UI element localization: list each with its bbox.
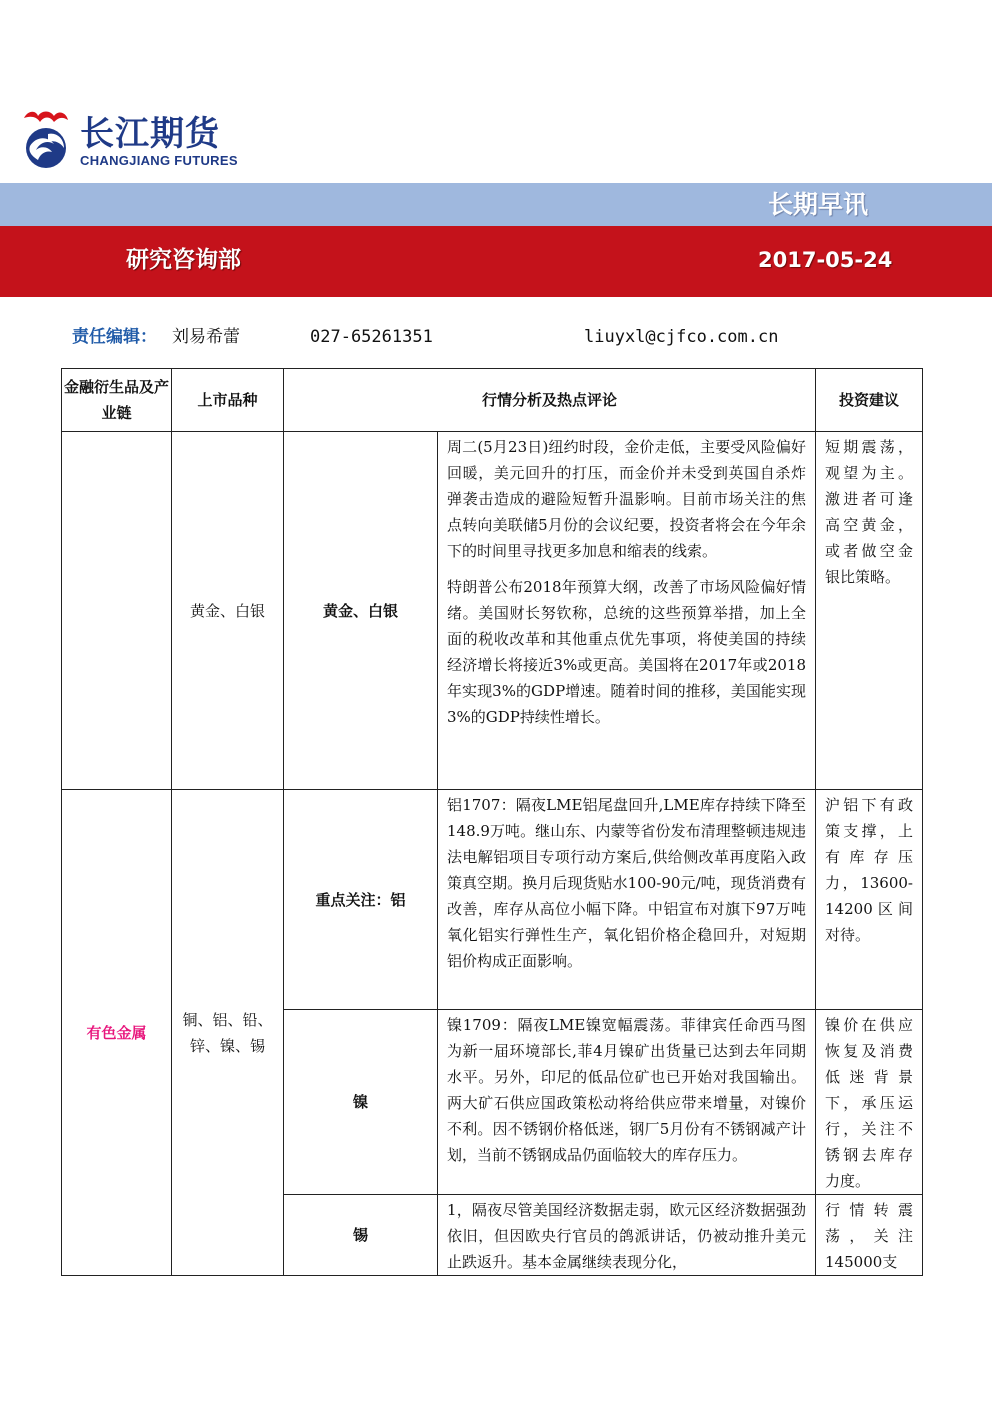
analysis-paragraph: 特朗普公布2018年预算大纲，改善了市场风险偏好情绪。美国财长努钦称，总统的这些预算举措，加上全面的税收改革和其他重点优先事项，将使美国的持续经济增长将接近3%或更高。美国将在2017年或2018年实现3%的GDP增速。随着时间的推移，美国能实现3%的GDP持续性增长。 [447, 578, 807, 726]
sector-name: 有色金属 [86, 1023, 147, 1042]
header-advice: 投资建议 [816, 369, 923, 432]
table-row [62, 432, 923, 790]
focus-cell: 锡 [284, 1195, 438, 1276]
table-row [62, 790, 923, 1010]
department-name: 研究咨询部 [126, 247, 241, 273]
varieties-cell: 黄金、白银 [172, 432, 284, 790]
editor-line [72, 323, 952, 351]
advice-cell: 沪铝下有政策支撑，上有库存压力，13600-14200区间对待。 [816, 790, 923, 1010]
analysis-paragraph: 镍1709：隔夜LME镍宽幅震荡。菲律宾任命西马图为新一届环境部长,菲4月镍矿出货量已达到去年同期水平。另外，印尼的低品位矿也已开始对我国输出。两大矿石供应国政策松动将给供应带来增量，对镍价不利。因不锈钢价格低迷，钢厂5月份有不锈钢减产计划，当前不锈钢成品仍面临较大的库存压力。 [447, 1016, 807, 1164]
department-banner [0, 226, 992, 297]
focus-cell: 重点关注：铝 [284, 790, 438, 1010]
wave-emblem-icon [18, 108, 74, 172]
editor-phone: 027-65261351 [310, 327, 433, 347]
advice-cell: 行情转震荡，关注145000支 [816, 1195, 923, 1276]
varieties-cell: 铜、铝、铅、锌、镍、锡 [172, 790, 284, 1276]
analysis-paragraph: 周二(5月23日)纽约时段，金价走低，主要受风险偏好回暖，美元回升的打压，而金价并未受到英国自杀炸弹袭击造成的避险短暂升温影响。目前市场关注的焦点转向美联储5月份的会议纪要，投资者将会在今年余下的时间里寻找更多加息和缩表的线索。 [447, 438, 807, 560]
logo-chinese-name: 长江期货 [80, 114, 220, 154]
market-table [61, 368, 923, 1276]
analysis-paragraph: 铝1707：隔夜LME铝尾盘回升,LME库存持续下降至148.9万吨。继山东、内蒙等省份发布清理整顿违规违法电解铝项目专项行动方案后,供给侧改革再度陷入政策真空期。换月后现货贴水100-90元/吨，现货消费有改善，库存从高位小幅下降。中铝宣布对旗下97万吨氧化铝实行弹性生产，氧化铝价格企稳回升，对短期铝价构成正面影响。 [447, 796, 807, 970]
table-header-row [62, 369, 923, 432]
header-varieties: 上市品种 [172, 369, 284, 432]
analysis-cell [438, 1010, 816, 1195]
editor-label: 责任编辑： [72, 327, 157, 347]
sector-cell [62, 432, 172, 790]
analysis-cell [438, 432, 816, 790]
header-analysis: 行情分析及热点评论 [284, 369, 816, 432]
advice-cell: 短期震荡，观望为主。激进者可逢高空黄金，或者做空金银比策略。 [816, 432, 923, 790]
advice-cell: 镍价在供应恢复及消费低迷背景下，承压运行，关注不锈钢去库存力度。 [816, 1010, 923, 1195]
focus-cell: 黄金、白银 [284, 432, 438, 790]
editor-email[interactable]: liuyxl@cjfco.com.cn [584, 327, 779, 347]
editor-name: 刘易希蕾 [172, 327, 240, 347]
analysis-paragraph: 1，隔夜尽管美国经济数据走弱，欧元区经济数据强劲依旧，但因欧央行官员的鸽派讲话，仍被动推升美元止跌返升。基本金属继续表现分化， [447, 1201, 807, 1271]
header-sector: 金融衍生品及产业链 [62, 369, 172, 432]
title-banner [0, 183, 992, 226]
sector-cell [62, 790, 172, 1276]
report-title: 长期早讯 [767, 190, 868, 219]
logo-english-name: CHANGJIANG FUTURES [80, 153, 238, 168]
company-logo [18, 108, 258, 172]
analysis-cell [438, 790, 816, 1010]
report-date: 2017-05-24 [758, 248, 893, 272]
focus-cell: 镍 [284, 1010, 438, 1195]
analysis-cell [438, 1195, 816, 1276]
